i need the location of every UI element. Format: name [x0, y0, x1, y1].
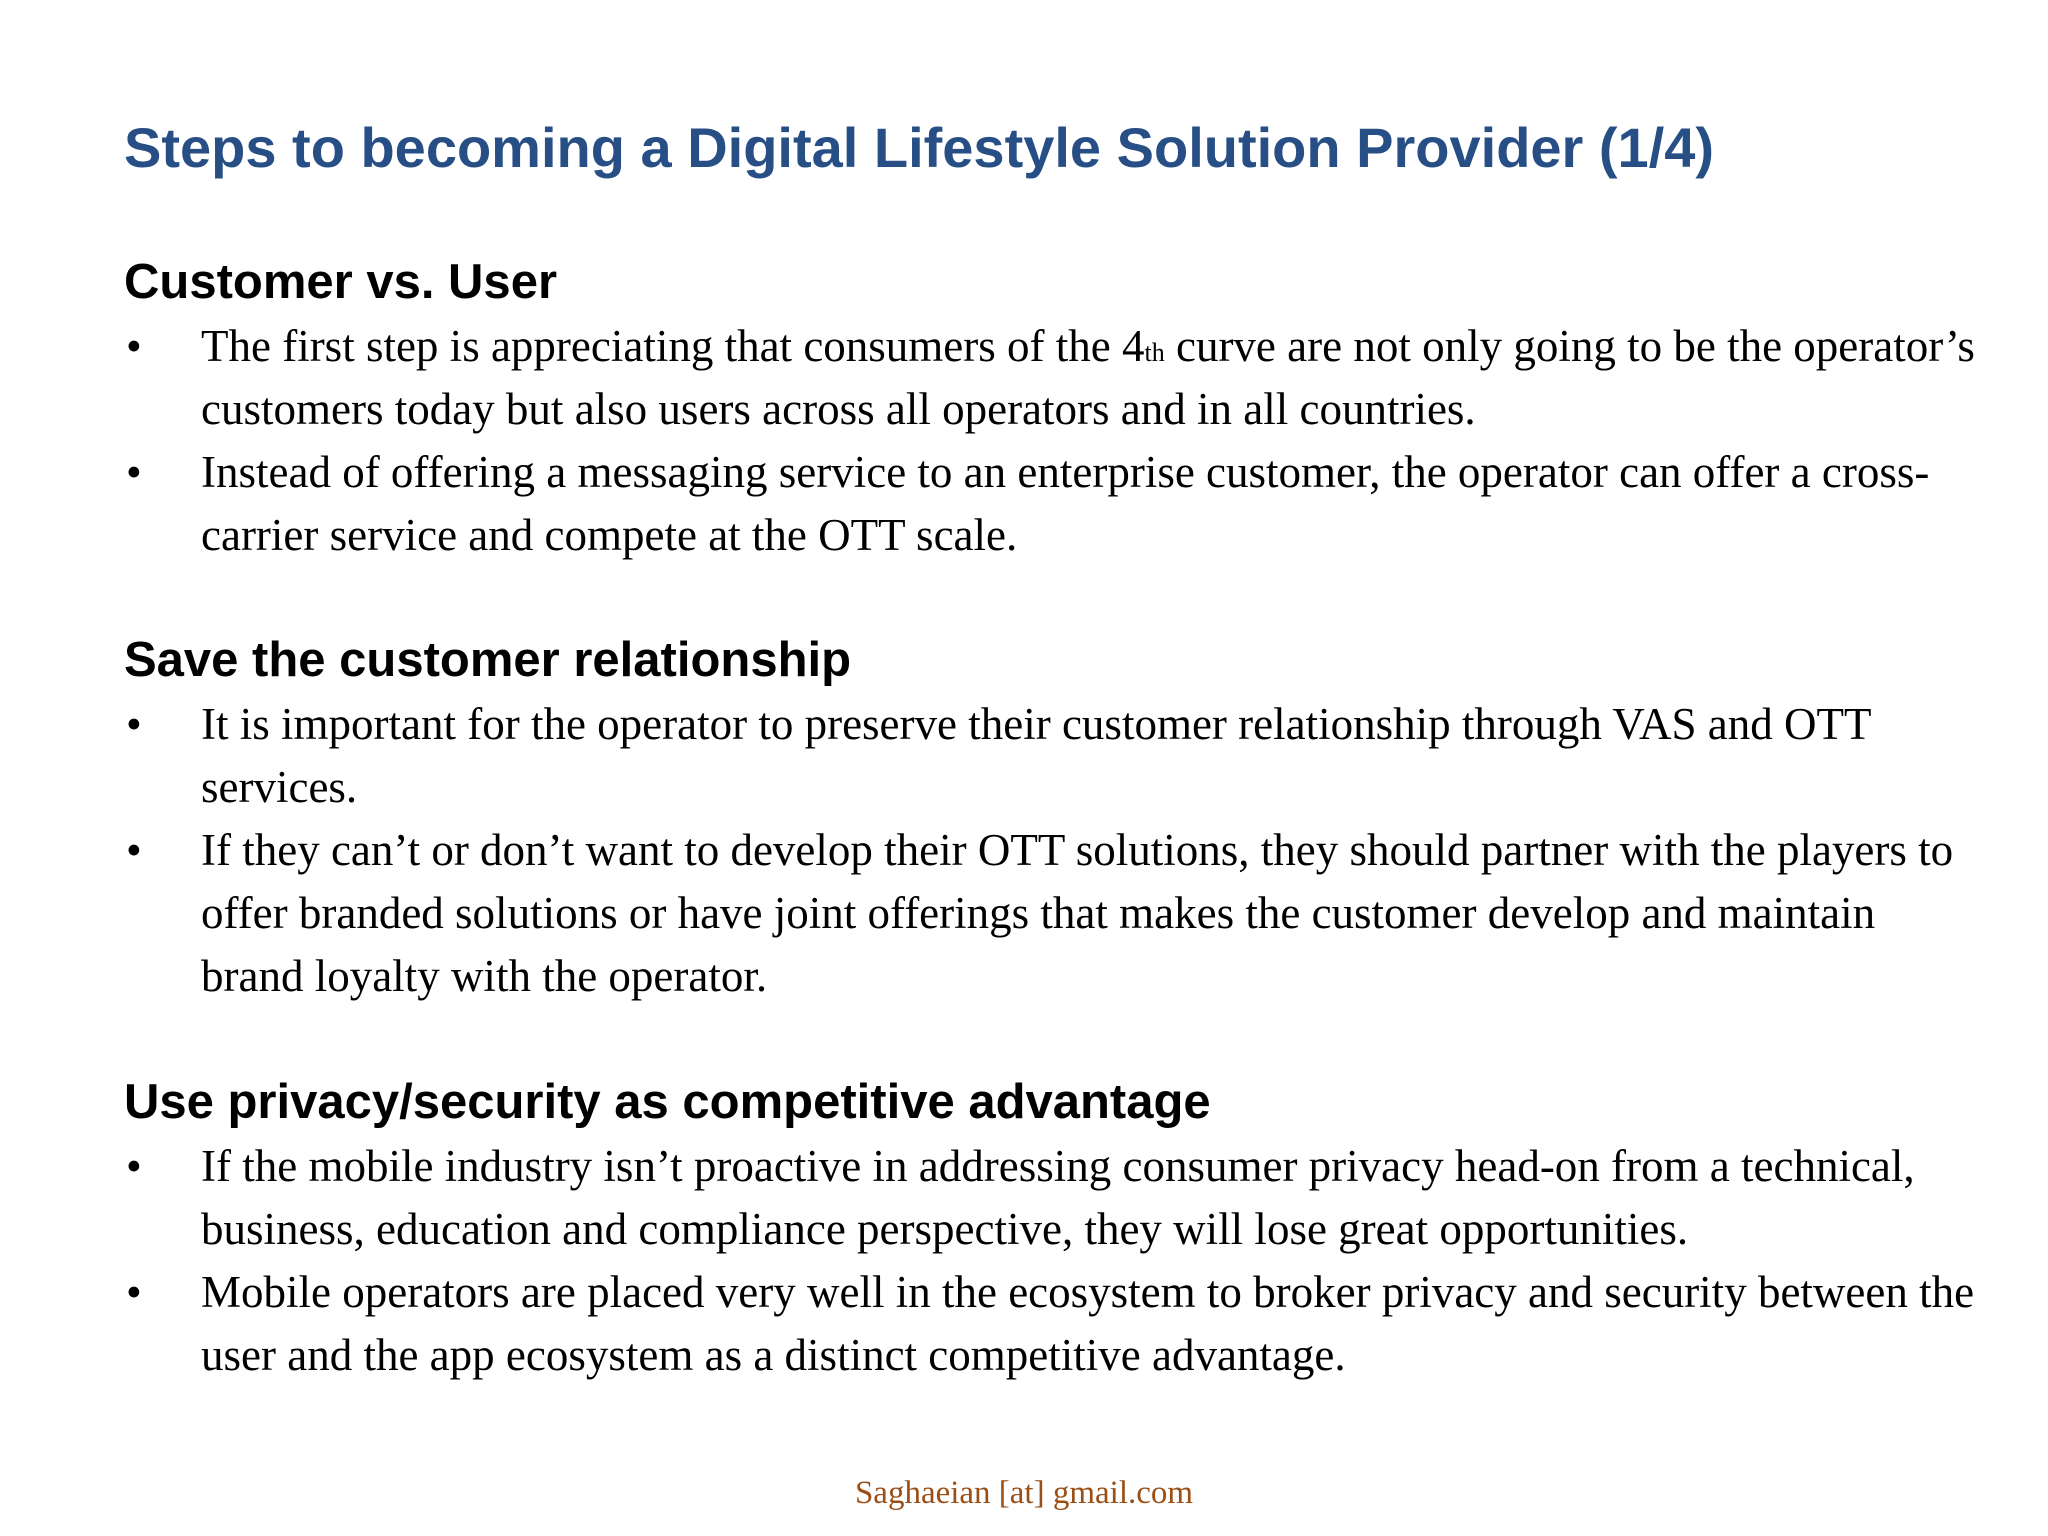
bullet-icon: •: [126, 699, 142, 749]
bullet-text: If they can’t or don’t want to develop their OTT solutions, they should partner with the players to offer branded solutions or have joint offerings that makes the customer develop and maintain brand loyalty with the operator.: [201, 825, 1954, 1001]
bullet-icon: •: [126, 447, 142, 497]
bullet-item: [124, 315, 1984, 441]
section-heading: Use privacy/security as competitive advantage: [124, 1075, 1211, 1129]
bullet-item: [124, 441, 1984, 567]
bullet-item: [124, 693, 1984, 819]
bullet-text-start: The first step is appreciating that consumers of the 4: [201, 321, 1145, 371]
slide-title: Steps to becoming a Digital Lifestyle Solution Provider (1/4): [124, 116, 1715, 179]
bullet-icon: •: [126, 1141, 142, 1191]
bullet-list: [124, 315, 1984, 567]
bullet-text: It is important for the operator to preserve their customer relationship through VAS and OTT services.: [201, 699, 1871, 812]
bullet-item: [124, 1135, 1984, 1261]
bullet-item: [124, 1261, 1984, 1387]
bullet-icon: •: [126, 1267, 142, 1317]
bullet-item: [124, 819, 1984, 1008]
bullet-list: [124, 1135, 1984, 1387]
bullet-icon: •: [126, 825, 142, 875]
bullet-text-end: curve are not only going to be the operator’s customers today but also users across all operators and in all countries.: [201, 321, 1975, 434]
section-save-customer-relationship: [124, 627, 1984, 1008]
bullet-list: [124, 693, 1984, 1008]
bullet-text: If the mobile industry isn’t proactive in addressing consumer privacy head-on from a technical, business, education and compliance perspective, they will lose great opportunities.: [201, 1141, 1915, 1254]
section-customer-vs-user: [124, 249, 1984, 567]
bullet-text: Instead of offering a messaging service to an enterprise customer, the operator can offer a cross-carrier service and compete at the OTT scale.: [201, 447, 1930, 560]
section-privacy-security: [124, 1069, 1984, 1387]
footer-contact: Saghaeian [at] gmail.com: [854, 1475, 1194, 1511]
section-heading: Save the customer relationship: [124, 633, 852, 687]
ordinal-suffix: th: [1144, 338, 1165, 367]
section-heading: Customer vs. User: [124, 255, 558, 309]
bullet-text: Mobile operators are placed very well in the ecosystem to broker privacy and security between the user and the app ecosystem as a distinct competitive advantage.: [201, 1267, 1975, 1380]
bullet-icon: •: [126, 321, 142, 371]
